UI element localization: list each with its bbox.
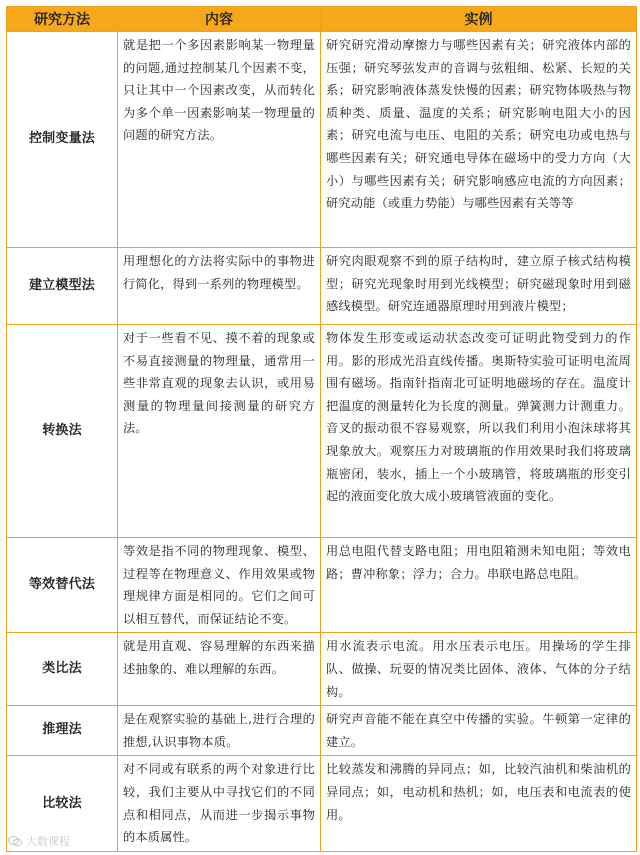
table-row [7, 32, 637, 248]
content-cell: 是在观察实验的基础上,进行合理的推想,认识事物本质。 [118, 706, 321, 756]
example-cell: 物体发生形变或运动状态改变可证明此物受到力的作用。影的形成光沿直线传播。奥斯特实验可证明电流周围有磁场。指南针指南北可证明地磁场的存在。温度计把温度的测量转化为长度的测量。弹簧测力计测重力。音叉的振动很不容易观察，所以我们利用小泡沫球将其现象放大。观察压力对玻璃瓶的作用效果时我们将玻璃瓶密闭，装水，插上一个小玻璃管，将玻璃瓶的形变引起的液面变化放大成小玻璃管液面的变化。 [321, 325, 637, 538]
example-cell: 研究声音能不能在真空中传播的实验。牛顿第一定律的建立。 [321, 706, 637, 756]
table-row [7, 706, 637, 756]
content-cell: 对于一些看不见、摸不着的现象或不易直接测量的物理量，通常用一些非常直观的现象去认识，或用易测量的物理量间接测量的研究方法。 [118, 325, 321, 538]
header-example: 实例 [321, 7, 637, 32]
table-row [7, 248, 637, 325]
content-cell: 对不同或有联系的两个对象进行比较，我们主要从中寻找它们的不同点和相同点，从而进一步揭示事物的本质属性。 [118, 756, 321, 852]
method-cell: 比较法 [7, 756, 118, 852]
example-cell: 研究研究滑动摩擦力与哪些因素有关；研究液体内部的压强；研究琴弦发声的音调与弦粗细、松紧、长短的关系；研究影响液体蒸发快慢的因素；研究物体吸热与物质种类、质量、温度的关系；研究影响电阻大小的因素；研究电流与电压、电阻的关系；研究电功或电热与哪些因素有关；研究通电导体在磁场中的受力方向（大小）与哪些因素有关；研究影响感应电流的方向因素；研究动能（或重力势能）与哪些因素有关等等 [321, 32, 637, 248]
header-content: 内容 [118, 7, 321, 32]
watermark-text: 大数课程 [26, 835, 70, 848]
content-cell: 就是把一个多因素影响某一物理量的问题,通过控制某几个因素不变，只让其中一个因素改变，从而转化为多个单一因素影响某一物理量的问题的研究方法。 [118, 32, 321, 248]
header-row [7, 7, 637, 32]
content-cell: 用理想化的方法将实际中的事物进行简化，得到一系列的物理模型。 [118, 248, 321, 325]
table-row [7, 756, 637, 852]
example-cell: 研究肉眼观察不到的原子结构时，建立原子核式结构模型；研究光现象时用到光线模型；研究磁现象时用到磁感线模型。研究连通器原理时用到液片模型； [321, 248, 637, 325]
header-method: 研究方法 [7, 7, 118, 32]
watermark [8, 833, 70, 849]
method-cell: 转换法 [7, 325, 118, 538]
method-cell: 控制变量法 [7, 32, 118, 248]
method-cell: 推理法 [7, 706, 118, 756]
table-row [7, 325, 637, 538]
method-cell: 建立模型法 [7, 248, 118, 325]
table-row [7, 633, 637, 706]
content-cell: 就是用直观、容易理解的东西来描述抽象的、难以理解的东西。 [118, 633, 321, 706]
example-cell: 用总电阻代替支路电阻；用电阻箱测未知电阻；等效电路；曹冲称象；浮力；合力。串联电路总电阻。 [321, 538, 637, 633]
example-cell: 用水流表示电流。用水压表示电压。用操场的学生排队、做操、玩耍的情况类比固体、液体、气体的分子结构。 [321, 633, 637, 706]
table-row [7, 538, 637, 633]
content-cell: 等效是指不同的物理现象、模型、过程等在物理意义、作用效果或物理规律方面是相同的。它们之间可以相互替代，而保证结论不变。 [118, 538, 321, 633]
method-cell: 类比法 [7, 633, 118, 706]
methods-table [6, 6, 637, 852]
example-cell: 比较蒸发和沸腾的异同点；如，比较汽油机和柴油机的异同点；如，电动机和热机；如，电压表和电流表的使用。 [321, 756, 637, 852]
chat-bubble-icon [8, 836, 22, 847]
method-cell: 等效替代法 [7, 538, 118, 633]
